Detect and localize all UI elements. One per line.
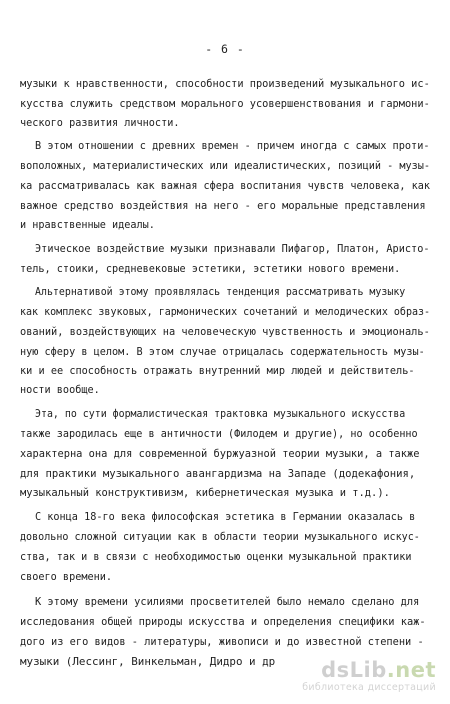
text-line: для практики музыкального авангардизма на Западе (додекафония, — [20, 469, 416, 480]
text-line: С конца 18-го века философская эстетика в Германии оказалась в — [35, 512, 416, 523]
text-line: Эта, по сути формалистическая трактовка музыкального искусства — [35, 409, 406, 420]
watermark — [256, 658, 436, 698]
watermark-subtitle: библиотека диссертаций — [302, 682, 436, 693]
text-line: важное средство воздействия на него - его моральные представления — [20, 201, 426, 212]
text-line: тель, стоики, средневековые эстетики, эстетики нового времени. — [20, 264, 401, 275]
text-line: дого из его видов - литературы, живописи и до известной степени - — [20, 637, 424, 648]
text-line: воположных, материалистических или идеалистических, позиций - музы- — [20, 161, 430, 172]
text-line: Альтернативой этому проявлялась тенденция рассматривать музыку — [35, 287, 406, 298]
text-line: ности вообще. — [20, 385, 100, 396]
text-line: исследования общей природы искусства и определения специфики каж- — [20, 617, 426, 628]
text-line: Этическое воздействие музыки признавали Пифагор, Платон, Аристо- — [35, 244, 430, 255]
watermark-logo: dsLib.net — [321, 658, 436, 682]
text-line: ческого развития личности. — [20, 118, 180, 129]
text-line: и нравственные идеалы. — [20, 220, 155, 231]
text-line: довольно сложной ситуации как в области теории музыкального искус- — [20, 532, 420, 543]
text-line: музыки к нравственности, способности произведений музыкального ис- — [20, 79, 430, 90]
page-number: - 6 - — [205, 42, 245, 56]
text-line: музыкальный конструктивизм, кибернетическая музыка и т.д.). — [20, 488, 390, 499]
text-line: В этом отношении с древних времен - причем иногда с самых проти- — [35, 141, 430, 152]
text-line: также зародилась еще в античности (Филодем и другие), но особенно — [20, 429, 418, 440]
text-line: ную сферу в целом. В этом случае отрицалась содержательность музы- — [20, 347, 425, 358]
text-line: характерна она для современной буржуазной теории музыки, а также — [20, 449, 420, 460]
text-line: ки и ее способность отражать внутренний мир людей и действитель- — [20, 366, 415, 377]
text-line: музыки (Лессинг, Винкельман, Дидро и др — [20, 657, 276, 668]
text-line: ства, так и в связи с необходимостью оценки музыкальной практики — [20, 552, 412, 563]
text-line: своего времени. — [20, 572, 113, 583]
text-line: кусства служить средством морального усовершенствования и гармони- — [20, 99, 430, 110]
text-line: как комплекс звуковых, гармонических сочетаний и мелодических образ- — [20, 307, 431, 318]
text-line: ка рассматривалась как важная сфера воспитания чувств человека, как — [20, 181, 430, 192]
text-line: К этому времени усилиями просветителей было немало сделано для — [35, 597, 420, 608]
text-line: ований, воздействующих на человеческую чувственность и эмоциональ- — [20, 327, 430, 338]
